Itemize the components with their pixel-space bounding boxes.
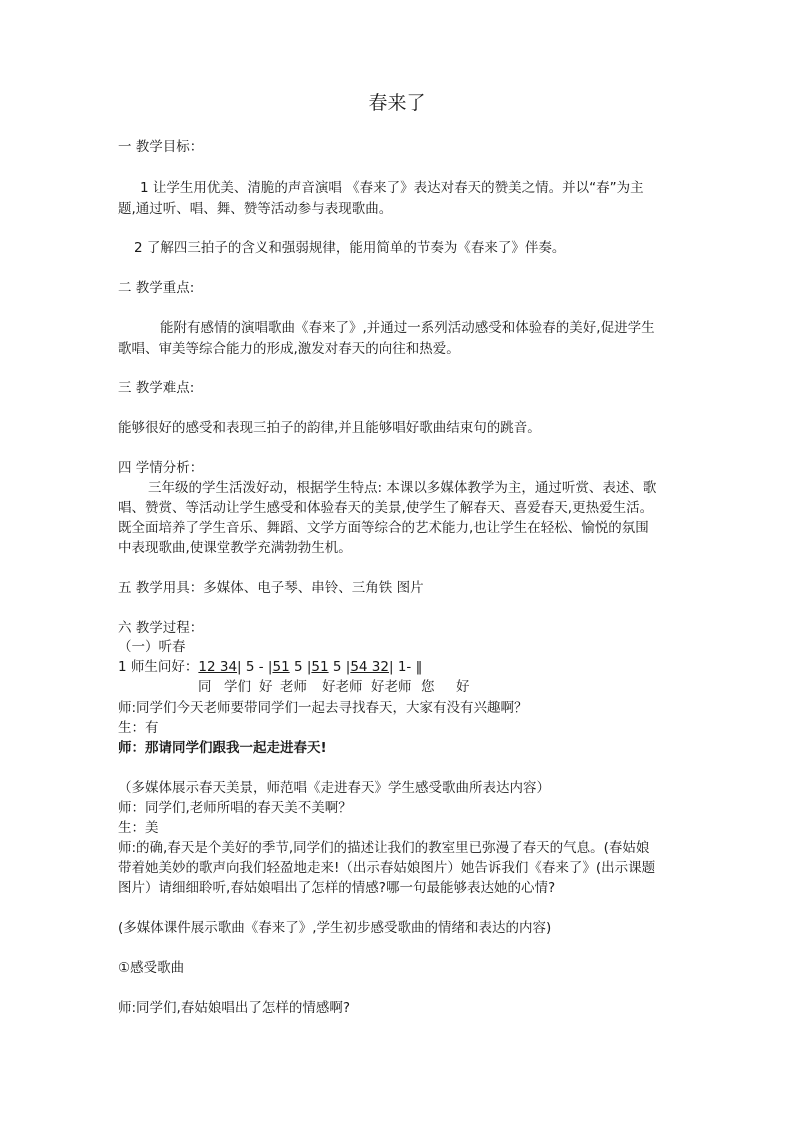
dialog-line: 师：那请同学们跟我一起走进春天! bbox=[118, 740, 327, 756]
dialog-line: 生：有 bbox=[118, 720, 159, 736]
lyric-word: 老师 bbox=[280, 679, 307, 695]
dialog-line: 带着她美妙的歌声向我们轻盈地走来!（出示春姑娘图片）她告诉我们《春来了》(出示课题 bbox=[118, 860, 656, 876]
difficulties-line-1: 能够很好的感受和表现三拍子的韵律,并且能够唱好歌曲结束句的跳音。 bbox=[118, 420, 541, 436]
notation-group-7: 54 32 bbox=[350, 659, 389, 675]
section-heading-difficulties: 三 教学难点: bbox=[118, 380, 195, 396]
dialog-line: ①感受歌曲 bbox=[118, 960, 185, 976]
lyric-word: 您 bbox=[421, 679, 435, 695]
section-heading-tools: 五 教学用具：多媒体、电子琴、串铃、三角铁 图片 bbox=[118, 580, 424, 596]
analysis-line-3: 既全面培养了学生音乐、舞蹈、文学方面等综合的艺术能力,也让学生在轻松、愉悦的氛围 bbox=[118, 520, 649, 536]
key-points-line-2: 歌唱、审美等综合能力的形成,激发对春天的向往和热爱。 bbox=[118, 341, 460, 357]
analysis-line-4: 中表现歌曲,使课堂教学充满勃勃生机。 bbox=[118, 540, 352, 556]
greeting-label: 1 师生问好： bbox=[118, 659, 199, 675]
notation-group-5: 51 bbox=[311, 659, 329, 675]
goal-2: 2 了解四三拍子的含义和强弱规律，能用简单的节奏为《春来了》伴奏。 bbox=[134, 240, 566, 256]
lyric-word: 好老师 bbox=[322, 679, 363, 695]
notation-group-4: 5 | bbox=[289, 659, 312, 675]
lyric-word: 同 bbox=[198, 679, 212, 695]
key-points-line-1: 能附有感情的演唱歌曲《春来了》,并通过一系列活动感受和体验春的美好,促进学生 bbox=[160, 320, 655, 336]
notation-group-3: 51 bbox=[272, 659, 290, 675]
lyric-word: 好老师 bbox=[371, 679, 412, 695]
notation-group-8: | 1- ‖ bbox=[388, 659, 423, 675]
dialog-line: 师：同学们,老师所唱的春天美不美啊？ bbox=[118, 800, 352, 816]
goal-1-line-1: 1 让学生用优美、清脆的声音演唱 《春来了》表达对春天的赞美之情。并以“春”为主 bbox=[140, 180, 644, 196]
lyric-word: 学们 bbox=[224, 679, 251, 695]
section-heading-key-points: 二 教学重点: bbox=[118, 280, 195, 296]
subsection-listen-spring: （一）听春 bbox=[118, 639, 186, 655]
notation-group-1: 12 34 bbox=[198, 659, 238, 675]
dialog-line: 师:同学们,春姑娘唱出了怎样的情感啊? bbox=[118, 1000, 351, 1016]
goal-1-line-2: 题,通过听、唱、舞、赞等活动参与表现歌曲。 bbox=[118, 201, 393, 217]
lyric-word: 好 bbox=[259, 679, 273, 695]
notation-group-2: | 5 - | bbox=[237, 659, 273, 675]
greeting-notation-line bbox=[118, 657, 422, 677]
dialog-line: 师:的确,春天是个美好的季节,同学们的描述让我们的教室里已弥漫了春天的气息。(春姑娘 bbox=[118, 840, 650, 856]
notation-group-6: 5 | bbox=[328, 659, 351, 675]
section-heading-process: 六 教学过程： bbox=[118, 620, 204, 636]
dialog-line: (多媒体课件展示歌曲《春来了》,学生初步感受歌曲的情绪和表达的内容) bbox=[118, 920, 552, 936]
analysis-line-2: 唱、赞赏、等活动让学生感受和体验春天的美景,使学生了解春天、喜爱春天,更热爱生活。 bbox=[118, 500, 654, 516]
dialog-line: 师:同学们今天老师要带同学们一起去寻找春天，大家有没有兴趣啊？ bbox=[118, 700, 528, 716]
document-title: 春来了 bbox=[368, 92, 426, 114]
dialog-line: 生：美 bbox=[118, 820, 159, 836]
section-heading-analysis: 四 学情分析： bbox=[118, 460, 204, 476]
analysis-line-1: 三年级的学生活泼好动，根据学生特点: 本课以多媒体教学为主，通过听赏、表述、歌 bbox=[148, 480, 657, 496]
lyric-word: 好 bbox=[456, 679, 470, 695]
dialog-line: 图片）请细细聆听,春姑娘唱出了怎样的情感?哪一句最能够表达她的心情? bbox=[118, 880, 556, 896]
section-heading-goals: 一 教学目标： bbox=[118, 139, 204, 155]
dialog-line: （多媒体展示春天美景，师范唱《走进春天》学生感受歌曲所表达内容） bbox=[118, 780, 550, 796]
